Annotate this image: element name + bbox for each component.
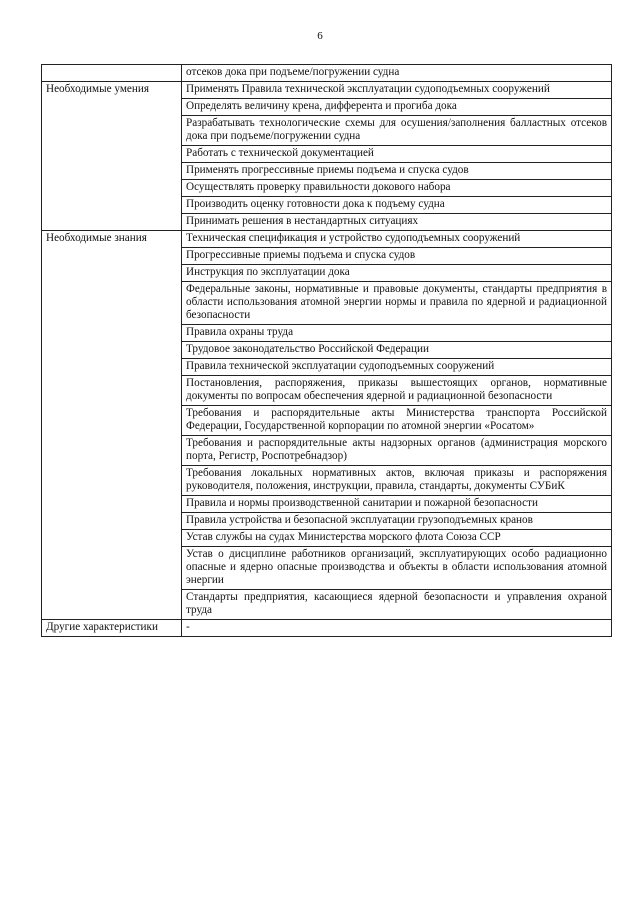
knowledge-item: Инструкция по эксплуатации дока bbox=[182, 265, 612, 282]
knowledge-item: Прогрессивные приемы подъема и спуска судов bbox=[182, 248, 612, 265]
knowledge-item: Правила охраны труда bbox=[182, 325, 612, 342]
skill-item: Производить оценку готовности дока к подъему судна bbox=[182, 197, 612, 214]
table-cell: отсеков дока при подъеме/погружении судна bbox=[182, 65, 612, 82]
table-row bbox=[42, 82, 612, 99]
empty-label-cell bbox=[42, 65, 182, 82]
table-row bbox=[42, 620, 612, 637]
knowledge-item: Требования и распорядительные акты Министерства транспорта Российской Федерации, Государственной корпорации по атомной энергии «Росатом» bbox=[182, 406, 612, 436]
competency-table bbox=[41, 64, 612, 637]
knowledge-item: Техническая спецификация и устройство судоподъемных сооружений bbox=[182, 231, 612, 248]
knowledge-item: Трудовое законодательство Российской Федерации bbox=[182, 342, 612, 359]
other-characteristics-label: Другие характеристики bbox=[42, 620, 182, 637]
skill-item: Применять Правила технической эксплуатации судоподъемных сооружений bbox=[182, 82, 612, 99]
skill-item: Осуществлять проверку правильности докового набора bbox=[182, 180, 612, 197]
knowledge-label: Необходимые знания bbox=[42, 231, 182, 620]
knowledge-item: Устав службы на судах Министерства морского флота Союза ССР bbox=[182, 530, 612, 547]
skill-item: Применять прогрессивные приемы подъема и спуска судов bbox=[182, 163, 612, 180]
other-characteristics-value: - bbox=[182, 620, 612, 637]
knowledge-item: Устав о дисциплине работников организаций, эксплуатирующих особо радиационно опасные и ядерно опасные производства и объекты в области использования атомной энергии bbox=[182, 547, 612, 590]
knowledge-item: Правила технической эксплуатации судоподъемных сооружений bbox=[182, 359, 612, 376]
knowledge-item: Требования и распорядительные акты надзорных органов (администрация морского порта, Регистр, Роспотребнадзор) bbox=[182, 436, 612, 466]
knowledge-item: Требования локальных нормативных актов, включая приказы и распоряжения руководителя, положения, инструкции, правила, стандарты, документы СУБиК bbox=[182, 466, 612, 496]
skill-item: Определять величину крена, дифферента и прогиба дока bbox=[182, 99, 612, 116]
skill-item: Разрабатывать технологические схемы для осушения/заполнения балластных отсеков дока при подъеме/погружении судна bbox=[182, 116, 612, 146]
knowledge-item: Постановления, распоряжения, приказы вышестоящих органов, нормативные документы по вопросам обеспечения ядерной и радиационной безопасности bbox=[182, 376, 612, 406]
table-row bbox=[42, 231, 612, 248]
skills-label: Необходимые умения bbox=[42, 82, 182, 231]
skill-item: Принимать решения в нестандартных ситуациях bbox=[182, 214, 612, 231]
table-row bbox=[42, 65, 612, 82]
knowledge-item: Федеральные законы, нормативные и правовые документы, стандарты предприятия в области использования атомной энергии нормы и правила по ядерной и радиационной безопасности bbox=[182, 282, 612, 325]
knowledge-item: Правила и нормы производственной санитарии и пожарной безопасности bbox=[182, 496, 612, 513]
page-number: 6 bbox=[317, 30, 323, 42]
knowledge-item: Правила устройства и безопасной эксплуатации грузоподъемных кранов bbox=[182, 513, 612, 530]
skill-item: Работать с технической документацией bbox=[182, 146, 612, 163]
knowledge-item: Стандарты предприятия, касающиеся ядерной безопасности и управления охраной труда bbox=[182, 590, 612, 620]
